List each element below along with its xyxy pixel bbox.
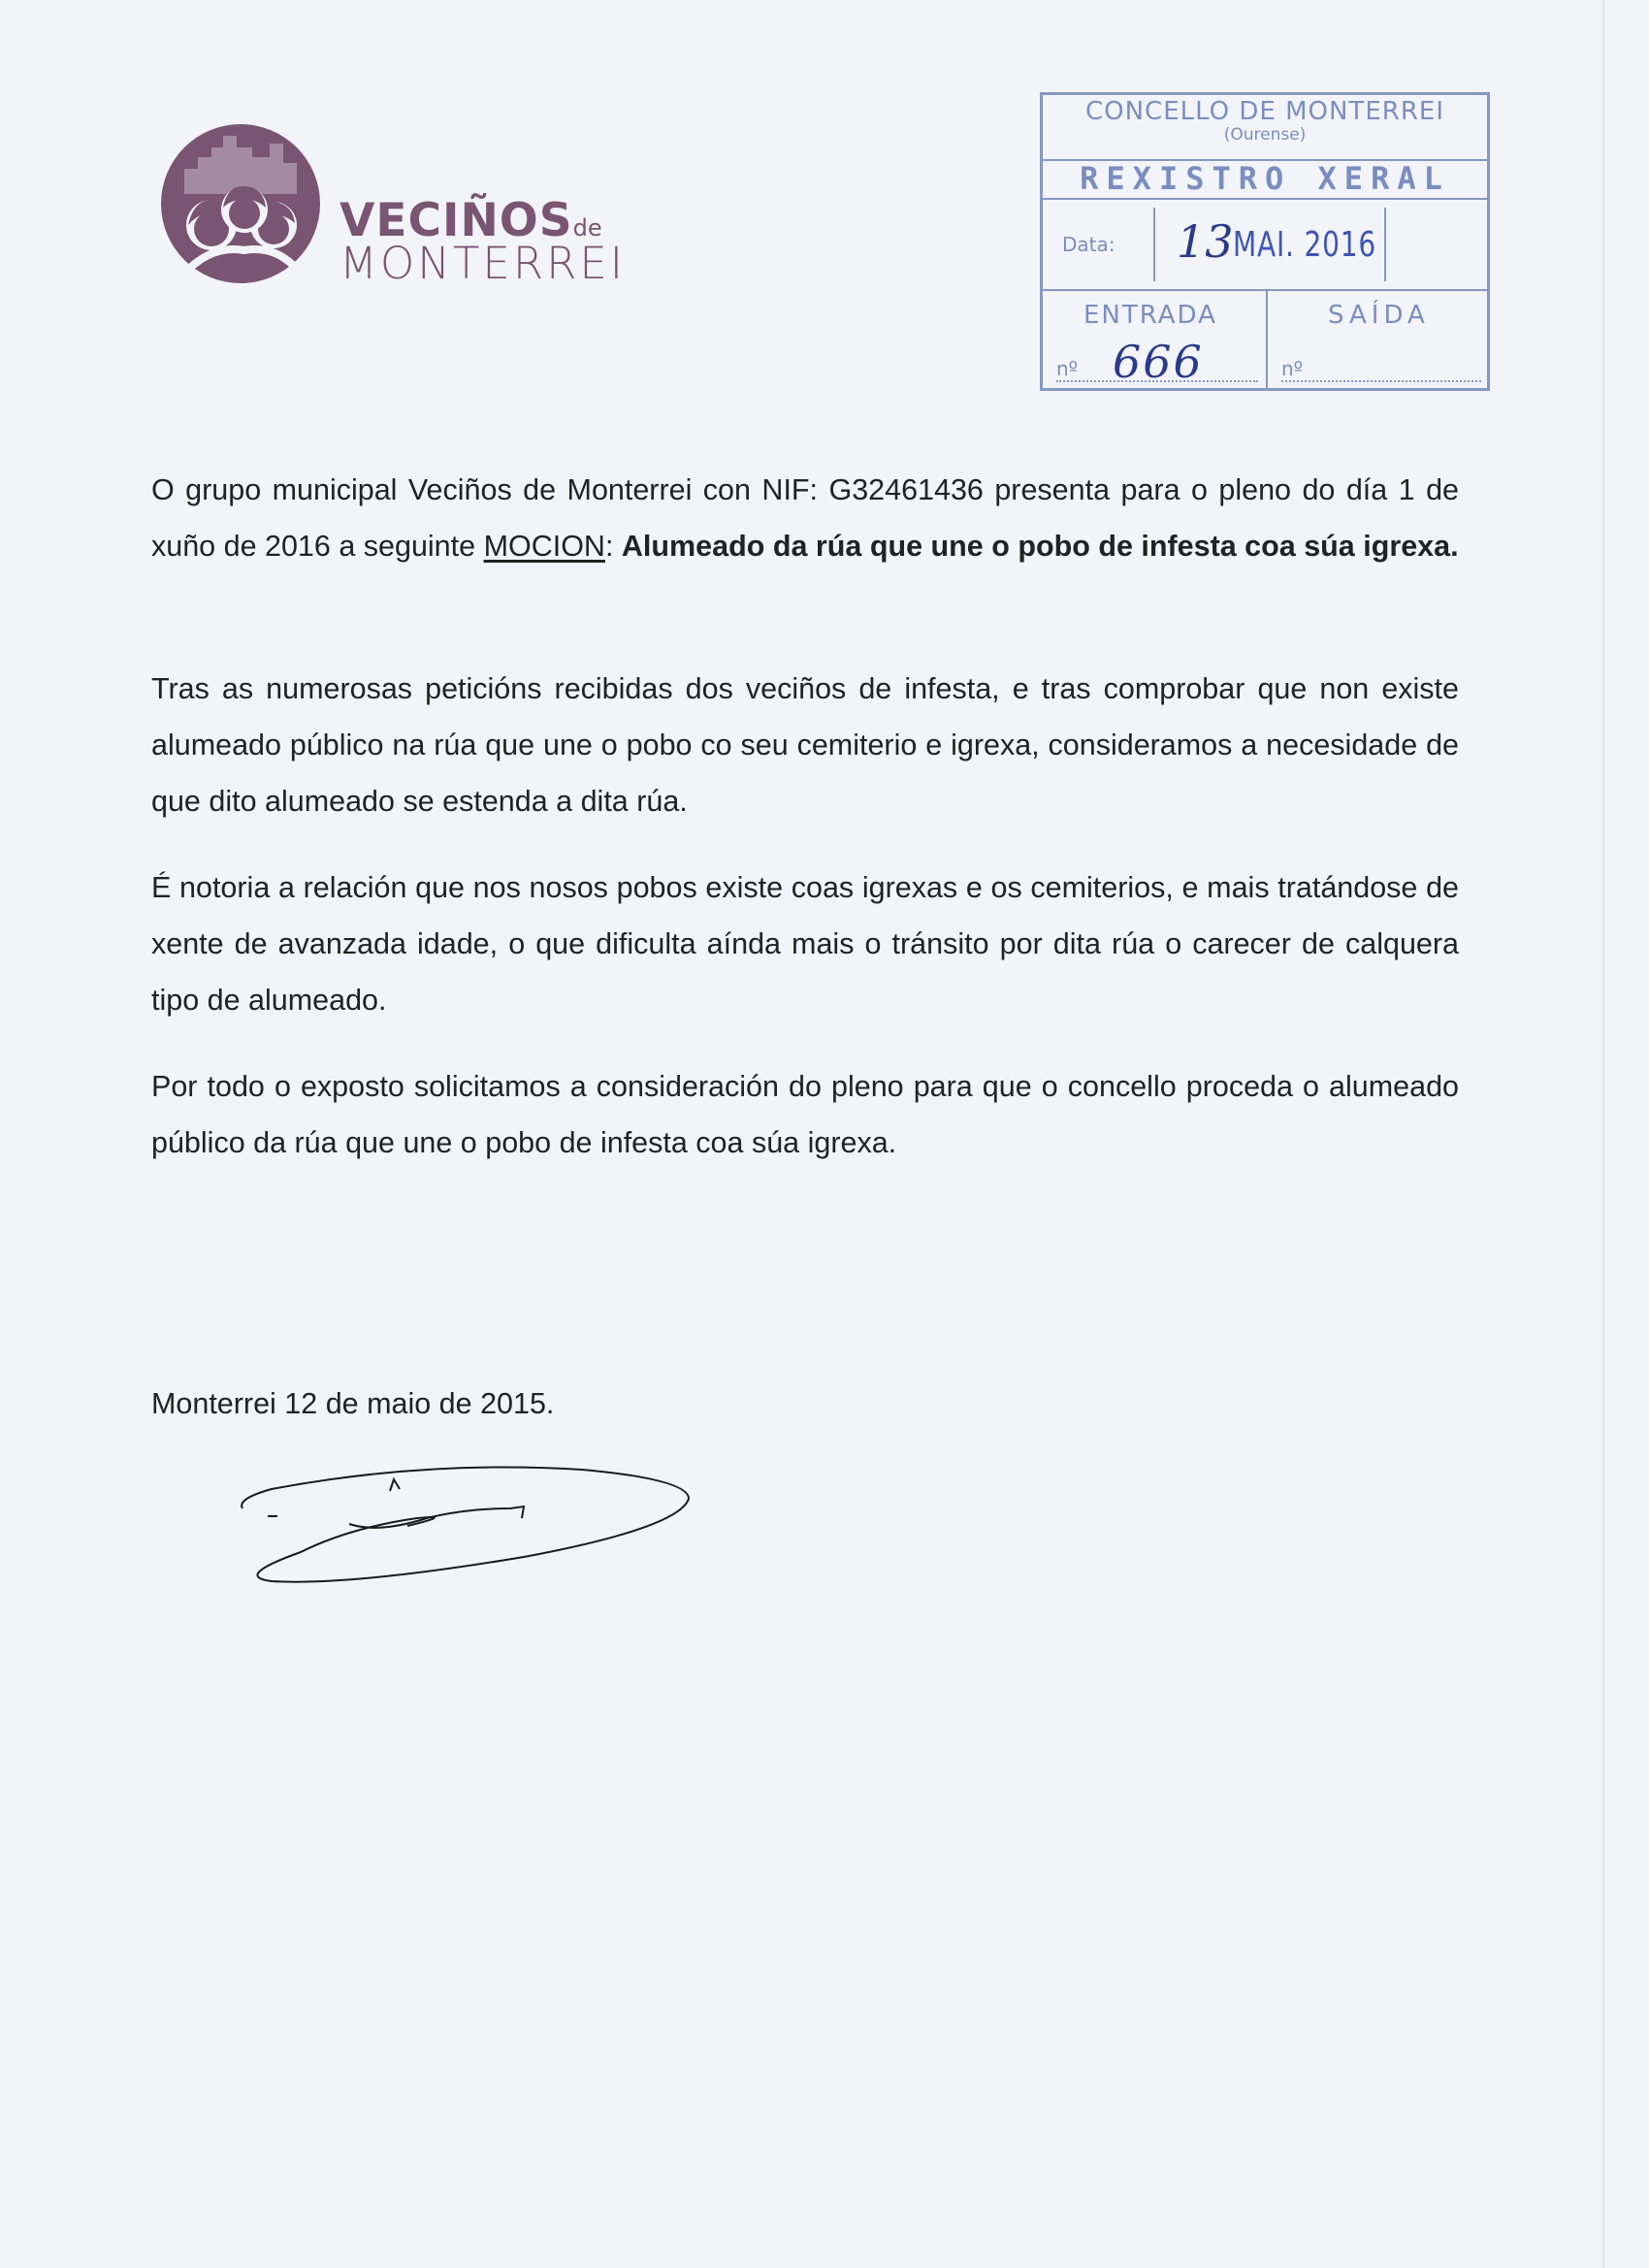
scan-edge	[1602, 0, 1604, 2268]
paragraph-motion-intro	[151, 462, 1459, 574]
stamp-entrada-number-label: nº	[1056, 357, 1258, 382]
stamp-entrada-label: ENTRADA	[1083, 301, 1217, 330]
stamp-office: CONCELLO DE MONTERREI	[1084, 97, 1445, 126]
motion-label: MOCION	[483, 530, 605, 563]
signature	[233, 1450, 708, 1620]
paragraph-justification: Tras as numerosas peticións recibidas dos veciños de infesta, e tras comprobar que non existe alumeado público na rúa que une o pobo co seu cemiterio e igrexa, consideramos a necesidade de que dito alumeado se estenda a dita rúa.	[151, 672, 1459, 818]
people-logo-icon	[155, 118, 330, 283]
place-and-date: Monterrei 12 de maio de 2015.	[151, 1387, 555, 1420]
motion-title: Alumeado da rúa que une o pobo de infesta coa súa igrexa.	[621, 530, 1459, 563]
registry-stamp	[1040, 92, 1490, 391]
logo-name-main: VECIÑOSde	[340, 194, 602, 247]
stamp-header	[1043, 97, 1487, 157]
paragraph-context: É notoria a relación que nos nosos pobos existe coas igrexas e os cemiterios, e mais tratándose de xente de avanzada idade, o que dificulta aínda mais o tránsito por dita rúa o carecer de calquera tipo de alumeado.	[151, 871, 1459, 1017]
stamp-date-label: Data:	[1062, 233, 1116, 256]
logo-name-place: MONTERREI	[340, 238, 627, 289]
stamp-date-day: 13	[1177, 215, 1234, 268]
stamp-saida-number-label: nº	[1281, 357, 1481, 382]
stamp-divider	[1043, 198, 1487, 200]
motion-colon: :	[604, 530, 622, 563]
stamp-province: (Ourense)	[1223, 125, 1307, 145]
stamp-date-box	[1153, 208, 1386, 281]
stamp-divider-vertical	[1266, 289, 1268, 388]
organization-logo	[155, 118, 627, 289]
motion-intro-text: O grupo municipal Veciños de Monterrei con NIF: G32461436 presenta para o pleno do día 1 de xuño de 2016 a seguinte	[151, 473, 1459, 563]
stamp-entry-number: 666	[1113, 336, 1204, 388]
stamp-date-month-year: MAI. 2016	[1233, 225, 1377, 265]
stamp-divider	[1043, 289, 1487, 291]
stamp-saida-label: SAÍDA	[1328, 301, 1430, 330]
stamp-registry: REXISTRO XERAL	[1080, 160, 1450, 197]
paragraph-request: Por todo o exposto solicitamos a consideración do pleno para que o concello proceda o alumeado público da rúa que une o pobo de infesta coa súa igrexa.	[151, 1070, 1459, 1159]
